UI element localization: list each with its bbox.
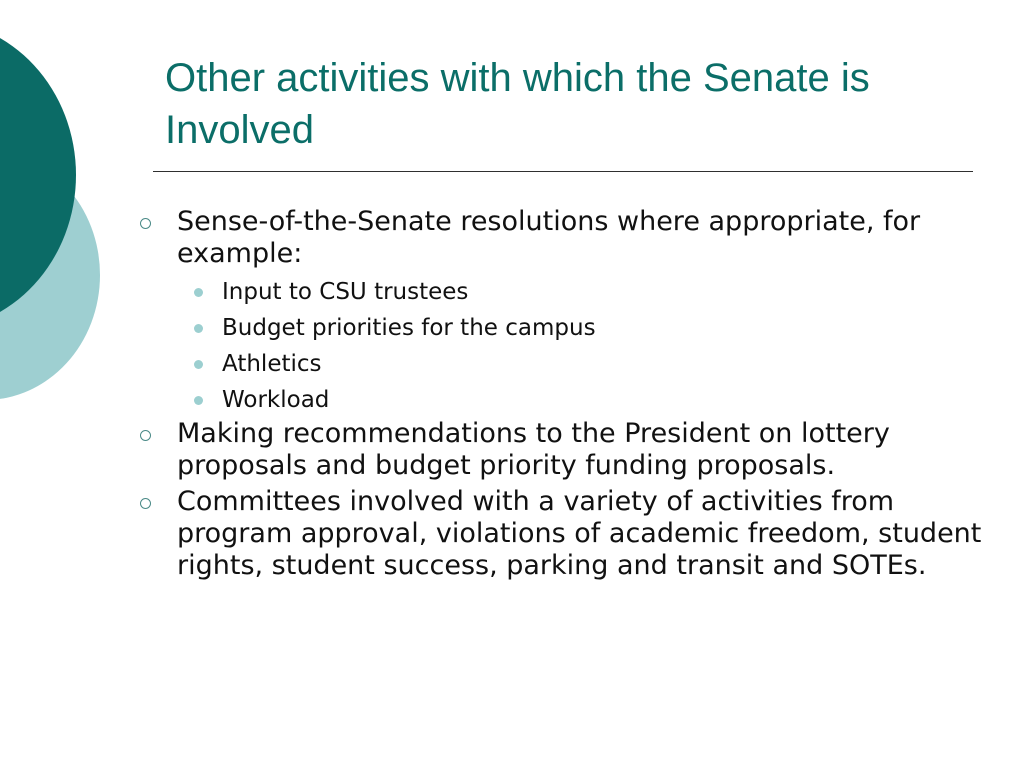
sub-bullet-list [140, 274, 1000, 418]
filled-circle-bullet-icon [194, 360, 203, 369]
hollow-circle-bullet-icon [140, 430, 151, 441]
bullet-item [140, 206, 1000, 270]
sub-bullet-text: Athletics [222, 351, 322, 377]
hollow-circle-bullet-icon [140, 218, 151, 229]
bullet-text: Committees involved with a variety of activities from program approval, violations of academic freedom, student rights, student success, parking and transit and SOTEs. [177, 486, 982, 581]
sub-bullet-item [140, 310, 1000, 346]
bullet-item [140, 486, 1000, 582]
bullet-text: Sense-of-the-Senate resolutions where appropriate, for example: [177, 206, 921, 269]
filled-circle-bullet-icon [194, 396, 203, 405]
hollow-circle-bullet-icon [140, 498, 151, 509]
filled-circle-bullet-icon [194, 288, 203, 297]
bullet-item [140, 418, 1000, 482]
sub-bullet-text: Workload [222, 387, 330, 413]
sub-bullet-item [140, 346, 1000, 382]
bullet-text: Making recommendations to the President on lottery proposals and budget priority funding proposals. [177, 418, 890, 481]
sub-bullet-text: Budget priorities for the campus [222, 315, 596, 341]
sub-bullet-item [140, 274, 1000, 310]
filled-circle-bullet-icon [194, 324, 203, 333]
bullet-list [140, 206, 1000, 586]
slide-title: Other activities with which the Senate is Involved [165, 56, 870, 152]
sub-bullet-item [140, 382, 1000, 418]
sub-bullet-text: Input to CSU trustees [222, 279, 469, 305]
title-divider [153, 171, 973, 172]
